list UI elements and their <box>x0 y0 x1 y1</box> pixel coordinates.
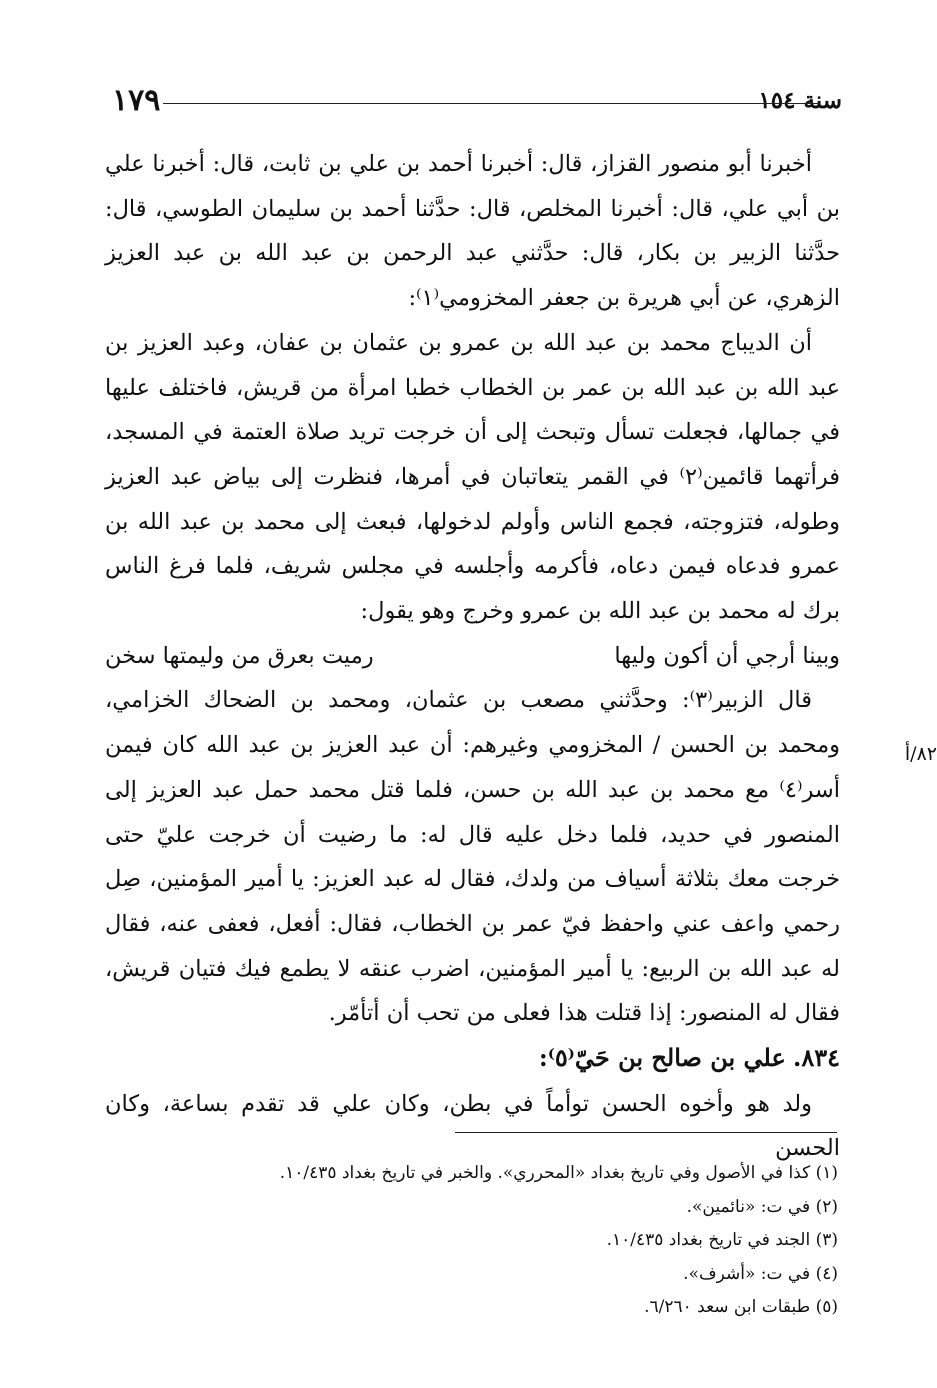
verse-first-hemistich: وبينا أرجي أن أكون وليها <box>614 642 840 669</box>
paragraph-isnad: أخبرنا أبو منصور القزاز، قال: أخبرنا أحمد بن علي بن ثابت، قال: أخبرنا علي بن أبي علي، قال: أخبرنا المخلص، قال: حدَّثنا أحمد بن سليمان الطوسي، قال: حدَّثنا الزبير بن بكار، قال: حدَّثني عبد الرحمن بن عبد الله بن عبد العزيز الزهري، عن أبي هريرة بن جعفر المخزومي⁽١⁾: <box>105 151 840 312</box>
header-rule <box>163 103 819 104</box>
verse-second-hemistich: رميت بعرق من وليمتها سخن <box>105 642 374 669</box>
footnote-item: (٥) طبقات ابن سعد ٦/٢٦٠. <box>644 1297 838 1317</box>
section-heading <box>105 1036 840 1082</box>
section-title: علي بن صالح بن حَيّ⁽٥⁾: <box>538 1043 786 1073</box>
footnotes <box>250 1157 838 1325</box>
main-text <box>105 142 840 1171</box>
footnote-item: (٣) الجند في تاريخ بغداد ١٠/٤٣٥. <box>606 1230 838 1250</box>
footnote-item: (٤) في ت: «أشرف». <box>683 1263 838 1284</box>
paragraph-zubair: قال الزبير⁽٣⁾: وحدَّثني مصعب بن عثمان، ومحمد بن الضحاك الخزامي، ومحمد بن الحسن / المخزومي وغيرهم: أن عبد العزيز بن عبد الله كان فيمن أسر⁽٤⁾ مع محمد بن عبد الله بن حسن، فلما قتل محمد حمل عبد العزيز إلى المنصور في حديد، فلما دخل عليه قال له: ما رضيت أن خرجت عليّ حتى خرجت معك بثلاثة أسياف من ولدك، فقال له عبد العزيز: يا أمير المؤمنين، صِل رحمي واعف عني واحفظ فيّ عمر بن الخطاب، فقال: أفعل، فعفى عنه، فقال له عبد الله بن الربيع: يا أمير المؤمنين، اضرب عنقه لا يطمع فيك فتيان قريش، فقال له المنصور: إذا قتلت هذا فعلى من تحب أن أتأمّر. <box>105 687 840 1027</box>
section-first-line: ولد هو وأخوه الحسن توأماً في بطن، وكان علي قد تقدم بساعة، وكان الحسن <box>105 1090 840 1162</box>
footnote-item: (١) كذا في الأصول وفي تاريخ بغداد «المحرري». والخبر في تاريخ بغداد ١٠/٤٣٥. <box>279 1163 838 1183</box>
page-header <box>112 82 842 118</box>
footnote-separator <box>455 1132 837 1133</box>
footnote-item: (٢) في ت: «نائمين». <box>686 1196 838 1217</box>
paragraph-story: أن الديباج محمد بن عبد الله بن عمرو بن عثمان بن عفان، وعبد العزيز بن عبد الله بن عبد الله بن عمر بن الخطاب خطبا امرأة من قريش، فاختلف عليها في جمالها، فجعلت تسأل وتبحث إلى أن خرجت تريد صلاة العتمة في المسجد، فرأتهما قائمين⁽٢⁾ في القمر يتعاتبان في أمرها، فنظرت إلى بياض عبد العزيز وطوله، فتزوجته، فجمع الناس وأولم لدخولها، فبعث إلى محمد بن عبد الله بن عمرو فدعاه فيمن دعاه، فأكرمه وأجلسه في مجلس شريف، فلما فرغ الناس برك له محمد بن عبد الله بن عمرو وخرج وهو يقول: <box>105 329 840 625</box>
poetry-verse <box>105 634 840 679</box>
margin-folio-note: ٨٢/أ <box>904 743 937 765</box>
running-head-year: سنة ١٥٤ <box>758 86 842 114</box>
page-number: ١٧٩ <box>112 82 161 118</box>
section-number: ٨٣٤. <box>792 1043 840 1073</box>
